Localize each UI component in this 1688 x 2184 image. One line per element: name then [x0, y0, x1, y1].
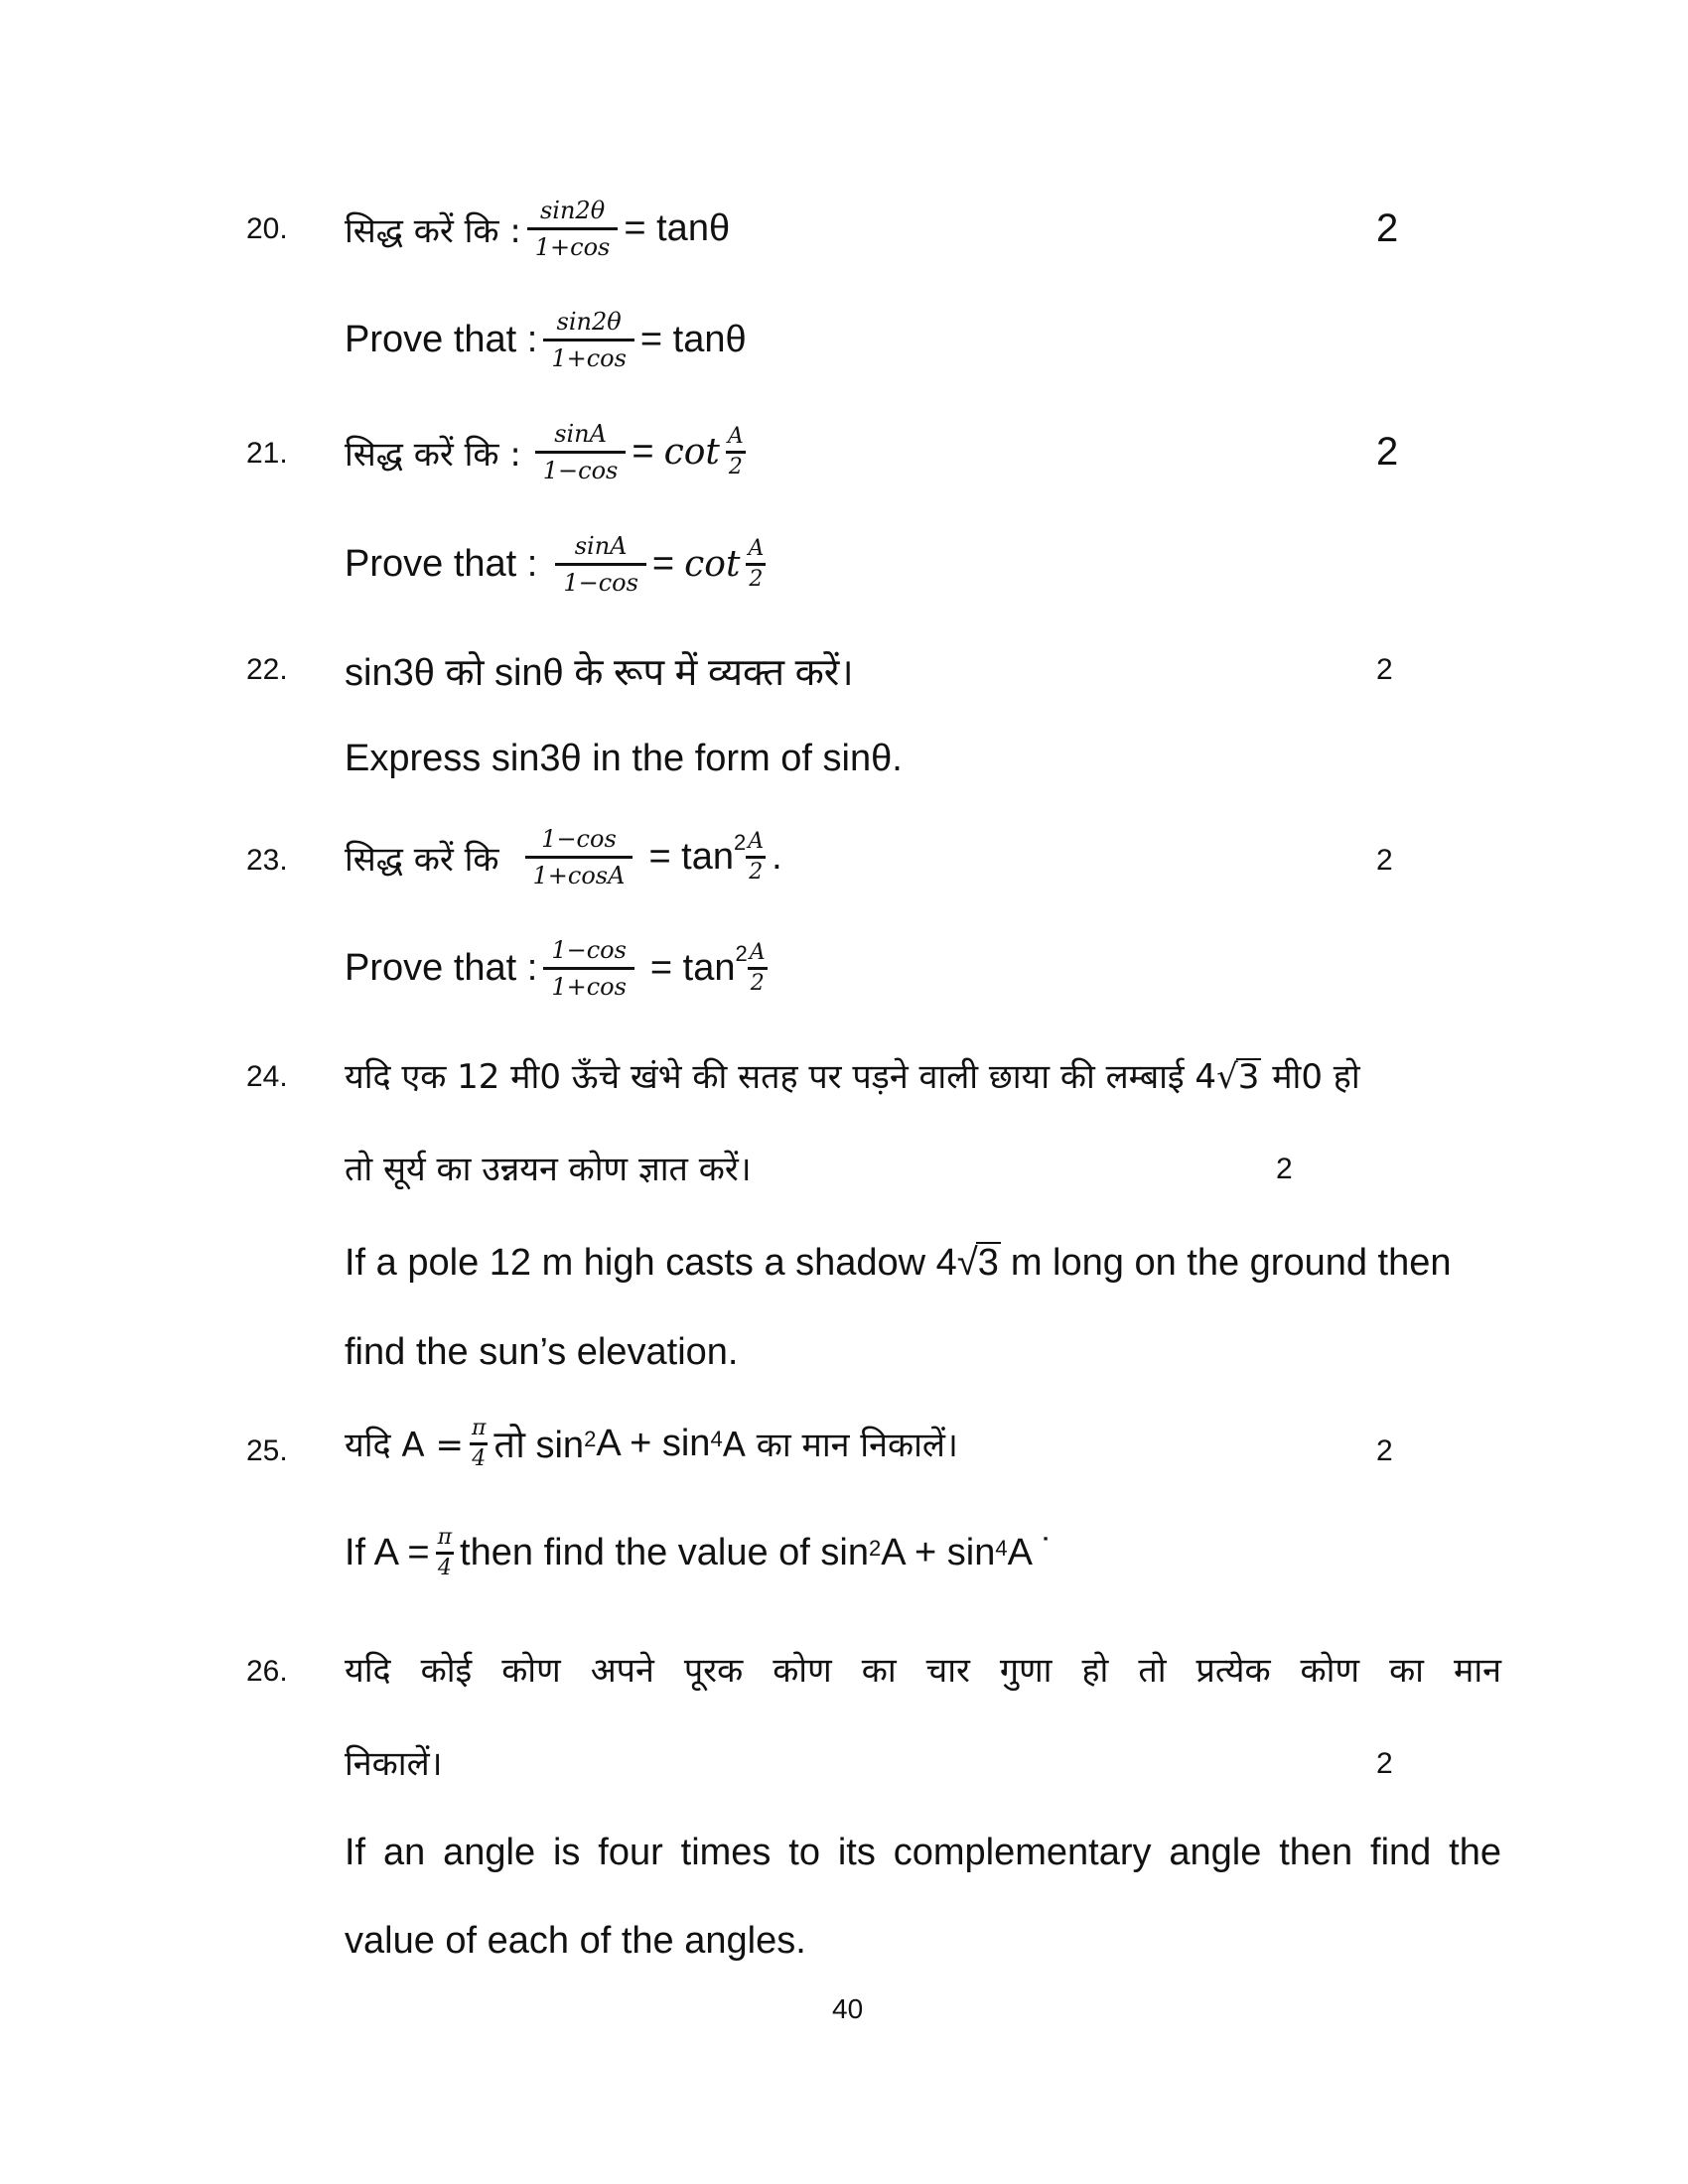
question-24-hindi-line2: [345, 1145, 752, 1190]
numerator: sinA: [554, 420, 607, 448]
question-22-hindi: [345, 645, 854, 697]
cot-function: cot: [684, 544, 741, 585]
cot-function: cot: [663, 432, 720, 473]
question-26-hindi-line2: [345, 1739, 443, 1785]
hindi-prefix: सिद्ध करें कि :: [345, 434, 521, 475]
denominator: 2: [749, 566, 764, 592]
fraction: [525, 822, 633, 892]
fraction: [527, 194, 619, 264]
question-23-hindi: [345, 822, 782, 892]
question-24-english-line1: [345, 1242, 1501, 1285]
exponent: 4: [995, 1536, 1008, 1561]
english-prefix: Prove that :: [345, 947, 538, 989]
denominator: 1+cos: [551, 973, 627, 1001]
numerator: π: [471, 1416, 487, 1440]
marks: 2: [1376, 430, 1399, 474]
equals: =: [632, 431, 654, 473]
numerator: 1−cos: [551, 936, 627, 964]
english-text: find the sun’s elevation.: [345, 1331, 739, 1373]
denominator: 1−cos: [542, 457, 619, 484]
exponent: 4: [710, 1427, 723, 1451]
fraction: [543, 305, 634, 375]
half-angle-fraction: [726, 423, 746, 481]
question-number: 22.: [246, 653, 288, 686]
rhs: = tanθ: [624, 207, 731, 249]
question-26-english-line1: If an angle is four times to its complementary angle then find the: [345, 1832, 1501, 1873]
half-angle-fraction: [746, 828, 766, 887]
denominator: 2: [749, 859, 764, 885]
pi-over-4-fraction: [470, 1415, 488, 1473]
period: .: [772, 836, 782, 878]
question-22-english: [345, 738, 903, 780]
question-26-hindi-line1: यदि कोई कोण अपने पूरक कोण का चार गुणा हो तो प्रत्येक कोण का मान: [345, 1651, 1501, 1691]
rhs: = tanθ: [639, 319, 747, 360]
english-text: A ˙: [1007, 1531, 1055, 1573]
denominator: 1+cosA: [532, 862, 626, 889]
sqrt-radicand: 3: [1237, 1057, 1260, 1097]
exponent: 2: [869, 1536, 882, 1561]
hindi-text: तो सूर्य का उन्नयन कोण ज्ञात करें।: [345, 1150, 752, 1189]
english-prefix: Prove that :: [345, 319, 538, 360]
hindi-text: यदि एक 12 मी0 ऊँचे खंभे की सतह पर पड़ने वाली छाया की लम्बाई 4√3 मी0 हो: [345, 1057, 1360, 1097]
hindi-prefix: सिद्ध करें कि: [345, 839, 499, 880]
numerator: A: [749, 940, 766, 966]
numerator: A: [748, 536, 765, 562]
marks: 2: [1376, 1434, 1393, 1467]
denominator: 2: [728, 454, 743, 479]
exponent: 2: [735, 941, 748, 966]
exponent: 2: [734, 830, 747, 855]
numerator: 1−cos: [541, 825, 617, 853]
question-25-english: [345, 1524, 1054, 1582]
english-prefix: Prove that :: [345, 543, 538, 585]
question-25-hindi: [345, 1415, 958, 1473]
hindi-text: तो sin: [493, 1425, 585, 1467]
denominator: 4: [437, 1555, 452, 1580]
question-20-english: [345, 305, 747, 375]
english-text: then find the value of sin: [460, 1531, 869, 1573]
half-angle-fraction: [746, 535, 766, 594]
denominator: 1+cos: [551, 344, 627, 372]
question-24-english-line2: [345, 1331, 738, 1374]
marks: 2: [1376, 206, 1399, 250]
equals: =: [651, 543, 675, 585]
english-text: Express sin3θ in the form of sinθ.: [345, 738, 903, 779]
half-angle-fraction: [748, 939, 768, 998]
numerator: A: [727, 424, 744, 450]
question-number: 25.: [246, 1434, 288, 1467]
question-21-english: [345, 529, 772, 600]
denominator: 2: [750, 970, 765, 996]
question-number: 26.: [246, 1655, 288, 1688]
fraction: [535, 417, 627, 487]
hindi-text: A + sin: [596, 1422, 711, 1464]
question-24-hindi-line1: [345, 1052, 1501, 1098]
pi-over-4-fraction: [436, 1524, 454, 1582]
fraction: [543, 933, 634, 1004]
denominator: 4: [472, 1445, 487, 1471]
tan-function: = tan: [649, 947, 736, 989]
hindi-text: A का मान निकालें।: [722, 1426, 958, 1466]
question-number: 23.: [246, 844, 288, 877]
marks: 2: [1276, 1153, 1293, 1185]
numerator: sin2θ: [539, 197, 606, 224]
hindi-text: निकालें।: [345, 1744, 443, 1784]
numerator: sin2θ: [556, 308, 622, 336]
numerator: sinA: [574, 532, 628, 560]
question-21-hindi: [345, 417, 752, 487]
hindi-text: sin3θ को sinθ के रूप में व्यक्त करें।: [345, 652, 854, 694]
numerator: A: [748, 829, 765, 855]
question-26-english-line2: [345, 1920, 806, 1963]
page-number: 40: [832, 1993, 864, 2024]
question-20-hindi: [345, 194, 730, 264]
english-text: If a pole 12 m high casts a shadow 4 √ 3 m long on the ground then: [345, 1242, 1452, 1284]
tan-function: = tan: [648, 836, 735, 878]
english-text: If A =: [345, 1531, 430, 1573]
question-number: 20.: [246, 212, 288, 245]
question-number: 24.: [246, 1060, 288, 1093]
numerator: π: [437, 1525, 453, 1550]
denominator: 1+cos: [534, 233, 611, 261]
marks: 2: [1376, 1747, 1393, 1780]
marks: 2: [1376, 653, 1393, 686]
exponent: 2: [584, 1427, 597, 1451]
english-text: value of each of the angles.: [345, 1920, 806, 1962]
marks: 2: [1376, 844, 1393, 877]
english-text: A + sin: [881, 1531, 996, 1573]
question-number: 21.: [246, 437, 288, 470]
hindi-prefix: सिद्ध करें कि :: [345, 210, 521, 251]
question-23-english: [345, 933, 774, 1004]
hindi-text: यदि A =: [345, 1426, 464, 1466]
fraction: [555, 529, 646, 600]
denominator: 1−cos: [563, 569, 638, 597]
